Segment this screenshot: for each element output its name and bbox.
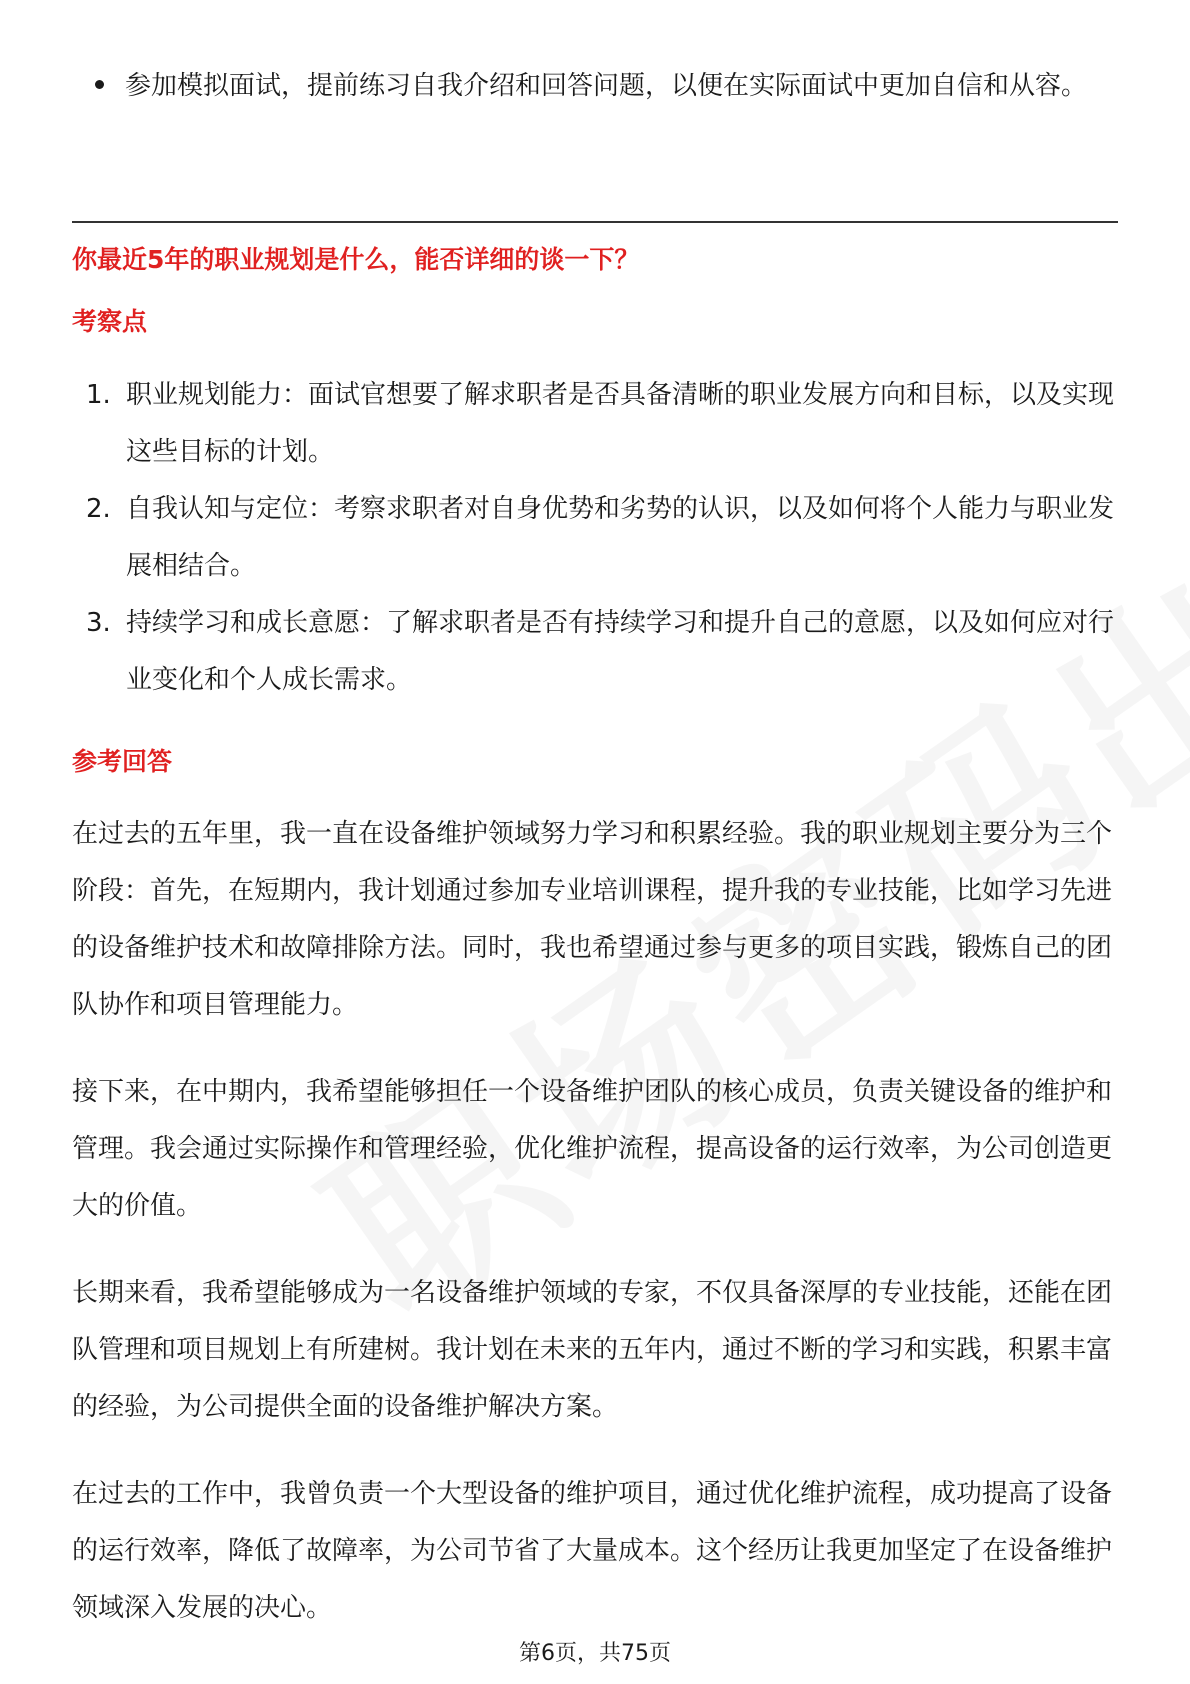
list-item-text: 自我认知与定位：考察求职者对自身优势和劣势的认识，以及如何将个人能力与职业发展相结合。 [126,494,1115,581]
answer-paragraph: 接下来，在中期内，我希望能够担任一个设备维护团队的核心成员，负责关键设备的维护和管理。我会通过实际操作和管理经验，优化维护流程，提高设备的运行效率，为公司创造更大的价值。 [72,1077,1113,1221]
list-item-text: 持续学习和成长意愿：了解求职者是否有持续学习和提升自己的意愿，以及如何应对行业变化和个人成长需求。 [126,608,1115,695]
list-item [86,595,1136,709]
answer-paragraph: 长期来看，我希望能够成为一名设备维护领域的专家，不仅具备深厚的专业技能，还能在团队管理和项目规划上有所建树。我计划在未来的五年内，通过不断的学习和实践，积累丰富的经验，为公司提供全面的设备维护解决方案。 [72,1278,1113,1422]
question-title: 你最近5年的职业规划是什么，能否详细的谈一下？ [72,245,640,274]
kaocha-list [86,367,1136,709]
section-divider [72,221,1118,223]
bullet-dot-icon [95,80,104,89]
answer-paragraph: 在过去的工作中，我曾负责一个大型设备的维护项目，通过优化维护流程，成功提高了设备的运行效率，降低了故障率，为公司节省了大量成本。这个经历让我更加坚定了在设备维护领域深入发展的决心。 [72,1479,1113,1623]
list-item-number: 3. [86,608,111,638]
bullet-item [95,58,1135,115]
list-item-text: 职业规划能力：面试官想要了解求职者是否具备清晰的职业发展方向和目标，以及实现这些目标的计划。 [126,380,1115,467]
bullet-text: 参加模拟面试，提前练习自我介绍和回答问题，以便在实际面试中更加自信和从容。 [125,71,1088,101]
list-item [86,367,1136,481]
list-item-number: 2. [86,494,111,524]
cankao-heading: 参考回答 [72,747,173,776]
list-item [86,481,1136,595]
page-number: 第6页，共75页 [519,1641,671,1666]
list-item-number: 1. [86,380,111,410]
answer-paragraph: 在过去的五年里，我一直在设备维护领域努力学习和积累经验。我的职业规划主要分为三个阶段：首先，在短期内，我计划通过参加专业培训课程，提升我的专业技能，比如学习先进的设备维护技术和故障排除方法。同时，我也希望通过参与更多的项目实践，锻炼自己的团队协作和项目管理能力。 [72,819,1113,1020]
answer-body [72,806,1132,1667]
kaocha-heading: 考察点 [72,307,148,336]
